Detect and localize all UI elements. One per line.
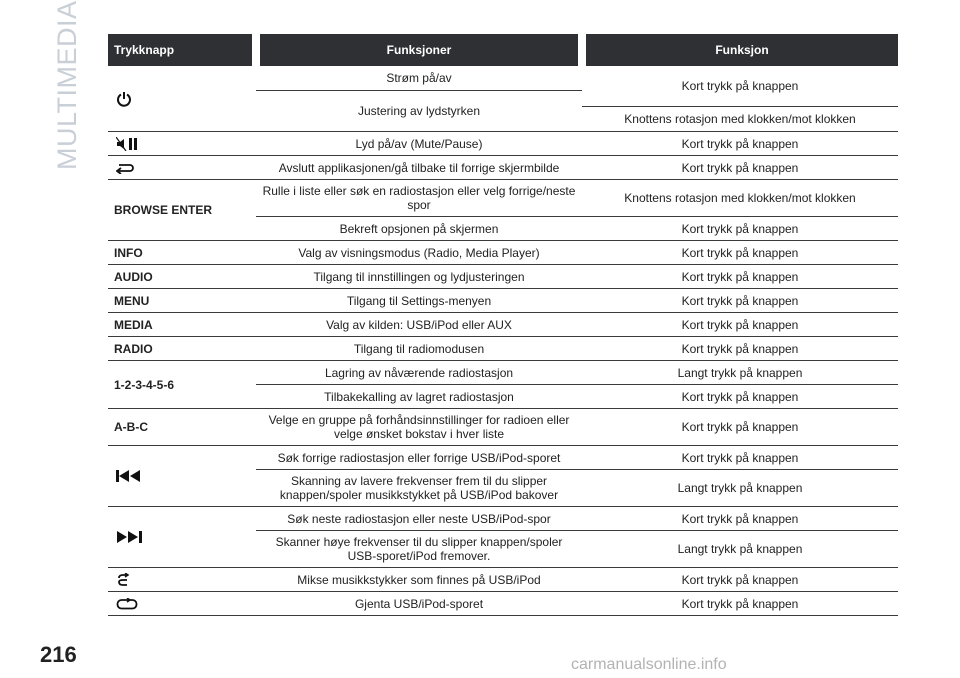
function-cell: Velge en gruppe på forhåndsinnstillinger for radioen eller velge ønsket bokstav i hver liste	[256, 409, 582, 446]
function-cell: Strøm på/av	[256, 66, 582, 91]
action-cell: Kort trykk på knappen	[582, 265, 898, 289]
action-cell: Kort trykk på knappen	[582, 289, 898, 313]
action-cell: Kort trykk på knappen	[582, 313, 898, 337]
mute-pause-icon	[116, 137, 250, 151]
action-cell: Knottens rotasjon med klokken/mot klokken	[582, 107, 898, 132]
table-row	[108, 409, 898, 446]
action-cell: Langt trykk på knappen	[582, 361, 898, 385]
function-cell: Justering av lydstyrken	[256, 91, 582, 132]
button-function-table	[108, 34, 898, 616]
table-row	[108, 289, 898, 313]
table-row	[108, 180, 898, 217]
table-row	[108, 313, 898, 337]
function-cell: Tilgang til radiomodusen	[256, 337, 582, 361]
table-row	[108, 156, 898, 180]
function-cell: Søk neste radiostasjon eller neste USB/iPod-spor	[256, 507, 582, 531]
button-cell	[108, 592, 256, 616]
button-cell	[108, 446, 256, 507]
table-row	[108, 592, 898, 616]
table-row	[108, 446, 898, 470]
function-cell: Lagring av nåværende radiostasjon	[256, 361, 582, 385]
previous-track-icon	[116, 470, 250, 482]
button-cell	[108, 66, 256, 132]
button-cell	[108, 132, 256, 156]
button-cell: 1-2-3-4-5-6	[108, 361, 256, 409]
action-cell: Kort trykk på knappen	[582, 446, 898, 470]
function-cell: Tilgang til innstillingen og lydjusteringen	[256, 265, 582, 289]
shuffle-icon	[116, 573, 250, 587]
back-arrow-icon	[116, 162, 250, 174]
button-cell: AUDIO	[108, 265, 256, 289]
action-cell: Langt trykk på knappen	[582, 470, 898, 507]
action-cell: Kort trykk på knappen	[582, 507, 898, 531]
watermark: carmanualsonline.info	[571, 656, 727, 673]
table-row	[108, 361, 898, 385]
function-cell: Skanning av lavere frekvenser frem til du slipper knappen/spoler musikkstykket på USB/iPod bakover	[256, 470, 582, 507]
function-cell: Valg av kilden: USB/iPod eller AUX	[256, 313, 582, 337]
function-cell: Skanner høye frekvenser til du slipper knappen/spoler USB-sporet/iPod fremover.	[256, 531, 582, 568]
button-cell	[108, 156, 256, 180]
action-cell: Kort trykk på knappen	[582, 592, 898, 616]
function-cell: Tilgang til Settings-menyen	[256, 289, 582, 313]
section-title-text: MULTIMEDIA	[52, 0, 82, 170]
action-cell: Kort trykk på knappen	[582, 568, 898, 592]
power-icon	[116, 91, 250, 107]
function-cell: Gjenta USB/iPod-sporet	[256, 592, 582, 616]
header-funksjoner: Funksjoner	[256, 34, 582, 66]
function-cell: Mikse musikkstykker som finnes på USB/iPod	[256, 568, 582, 592]
function-cell: Avslutt applikasjonen/gå tilbake til forrige skjermbilde	[256, 156, 582, 180]
function-cell: Rulle i liste eller søk en radiostasjon eller velg forrige/neste spor	[256, 180, 582, 217]
function-cell: Lyd på/av (Mute/Pause)	[256, 132, 582, 156]
button-cell	[108, 568, 256, 592]
action-cell: Kort trykk på knappen	[582, 385, 898, 409]
header-funksjon: Funksjon	[582, 34, 898, 66]
action-cell: Kort trykk på knappen	[582, 156, 898, 180]
function-cell: Valg av visningsmodus (Radio, Media Player)	[256, 241, 582, 265]
section-title	[52, 0, 92, 170]
button-cell: MENU	[108, 289, 256, 313]
action-cell: Kort trykk på knappen	[582, 337, 898, 361]
table-row	[108, 265, 898, 289]
action-cell: Knottens rotasjon med klokken/mot klokken	[582, 180, 898, 217]
button-cell: BROWSE ENTER	[108, 180, 256, 241]
function-cell: Bekreft opsjonen på skjermen	[256, 217, 582, 241]
function-cell: Tilbakekalling av lagret radiostasjon	[256, 385, 582, 409]
action-cell: Kort trykk på knappen	[582, 217, 898, 241]
button-cell: INFO	[108, 241, 256, 265]
action-cell: Langt trykk på knappen	[582, 531, 898, 568]
next-track-icon	[116, 531, 250, 543]
repeat-icon	[116, 598, 250, 610]
action-cell: Kort trykk på knappen	[582, 132, 898, 156]
button-cell	[108, 507, 256, 568]
table-header-row	[108, 34, 898, 66]
button-cell: A-B-C	[108, 409, 256, 446]
function-cell: Søk forrige radiostasjon eller forrige USB/iPod-sporet	[256, 446, 582, 470]
button-cell: RADIO	[108, 337, 256, 361]
action-cell: Kort trykk på knappen	[582, 409, 898, 446]
table-row	[108, 66, 898, 91]
header-trykknapp: Trykknapp	[108, 34, 256, 66]
page-number: 216	[40, 642, 77, 667]
table-row	[108, 132, 898, 156]
table-row	[108, 241, 898, 265]
action-cell: Kort trykk på knappen	[582, 66, 898, 107]
table-row	[108, 568, 898, 592]
table-row	[108, 337, 898, 361]
table-row	[108, 507, 898, 531]
action-cell: Kort trykk på knappen	[582, 241, 898, 265]
button-cell: MEDIA	[108, 313, 256, 337]
